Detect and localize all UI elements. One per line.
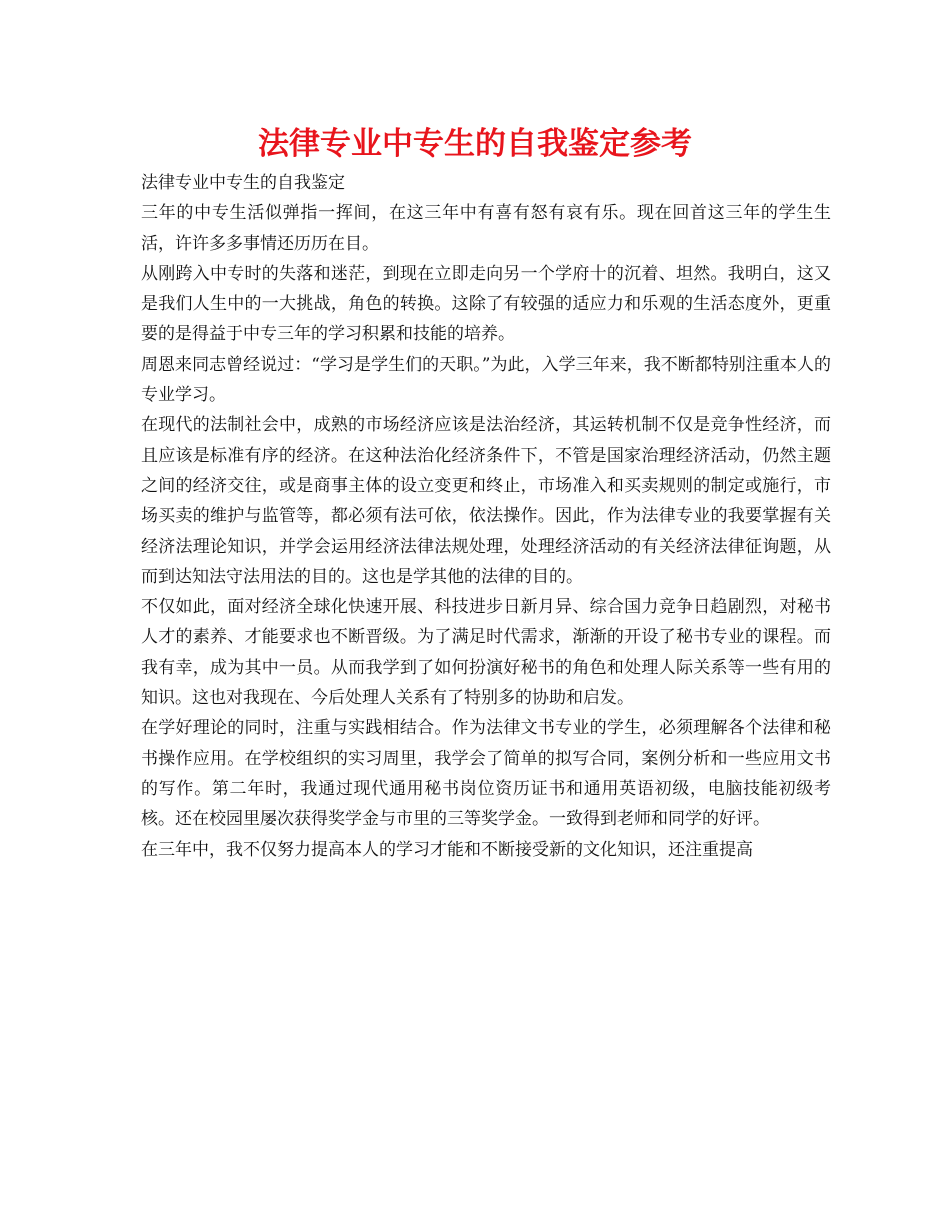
body-paragraph: 在现代的法制社会中，成熟的市场经济应该是法治经济，其运转机制不仅是竞争性经济，而且应该是标准有序的经济。在这种法治化经济条件下，不管是国家治理经济活动，仍然主题之间的经济交往，或是商事主体的设立变更和终止，市场准入和买卖规则的制定或施行，市场买卖的维护与监管等，都必须有法可依，依法操作。因此，作为法律专业的我要掌握有关经济法理论知识，并学会运用经济法律法规处理，处理经济活动的有关经济法律征询题，从而到达知法守法用法的目的。这也是学其他的法律的目的。 — [141, 415, 831, 587]
subtitle-paragraph: 法律专业中专生的自我鉴定 — [141, 173, 345, 193]
body-paragraph: 从刚跨入中专时的失落和迷茫，到现在立即走向另一个学府十的沉着、坦然。我明白，这又是我们人生中的一大挑战，角色的转换。这除了有较强的适应力和乐观的生活态度外，更重要的是得益于中专三年的学习积累和技能的培养。 — [141, 263, 831, 345]
document-body — [141, 168, 831, 865]
document-title: 法律专业中专生的自我鉴定参考 — [258, 126, 692, 162]
body-paragraph: 三年的中专生活似弹指一挥间，在这三年中有喜有怒有哀有乐。现在回首这三年的学生生活，许许多多事情还历历在目。 — [141, 203, 831, 254]
body-paragraph: 在学好理论的同时，注重与实践相结合。作为法律文书专业的学生，必须理解各个法律和秘书操作应用。在学校组织的实习周里，我学会了简单的拟写合同，案例分析和一些应用文书的写作。第二年时，我通过现代通用秘书岗位资历证书和通用英语初级，电脑技能初级考核。还在校园里屡次获得奖学金与市里的三等奖学金。一致得到老师和同学的好评。 — [141, 718, 831, 830]
body-paragraph: 在三年中，我不仅努力提高本人的学习才能和不断接受新的文化知识，还注重提高 — [141, 839, 753, 860]
body-paragraph: 不仅如此，面对经济全球化快速开展、科技进步日新月异、综合国力竞争日趋剧烈，对秘书人才的素养、才能要求也不断晋级。为了满足时代需求，渐渐的开设了秘书专业的课程。而我有幸，成为其中一员。从而我学到了如何扮演好秘书的角色和处理人际关系等一些有用的知识。这也对我现在、今后处理人关系有了特别多的协助和启发。 — [141, 597, 831, 709]
body-paragraph: 周恩来同志曾经说过：“学习是学生们的天职。”为此，入学三年来，我不断都特别注重本人的专业学习。 — [141, 354, 831, 406]
